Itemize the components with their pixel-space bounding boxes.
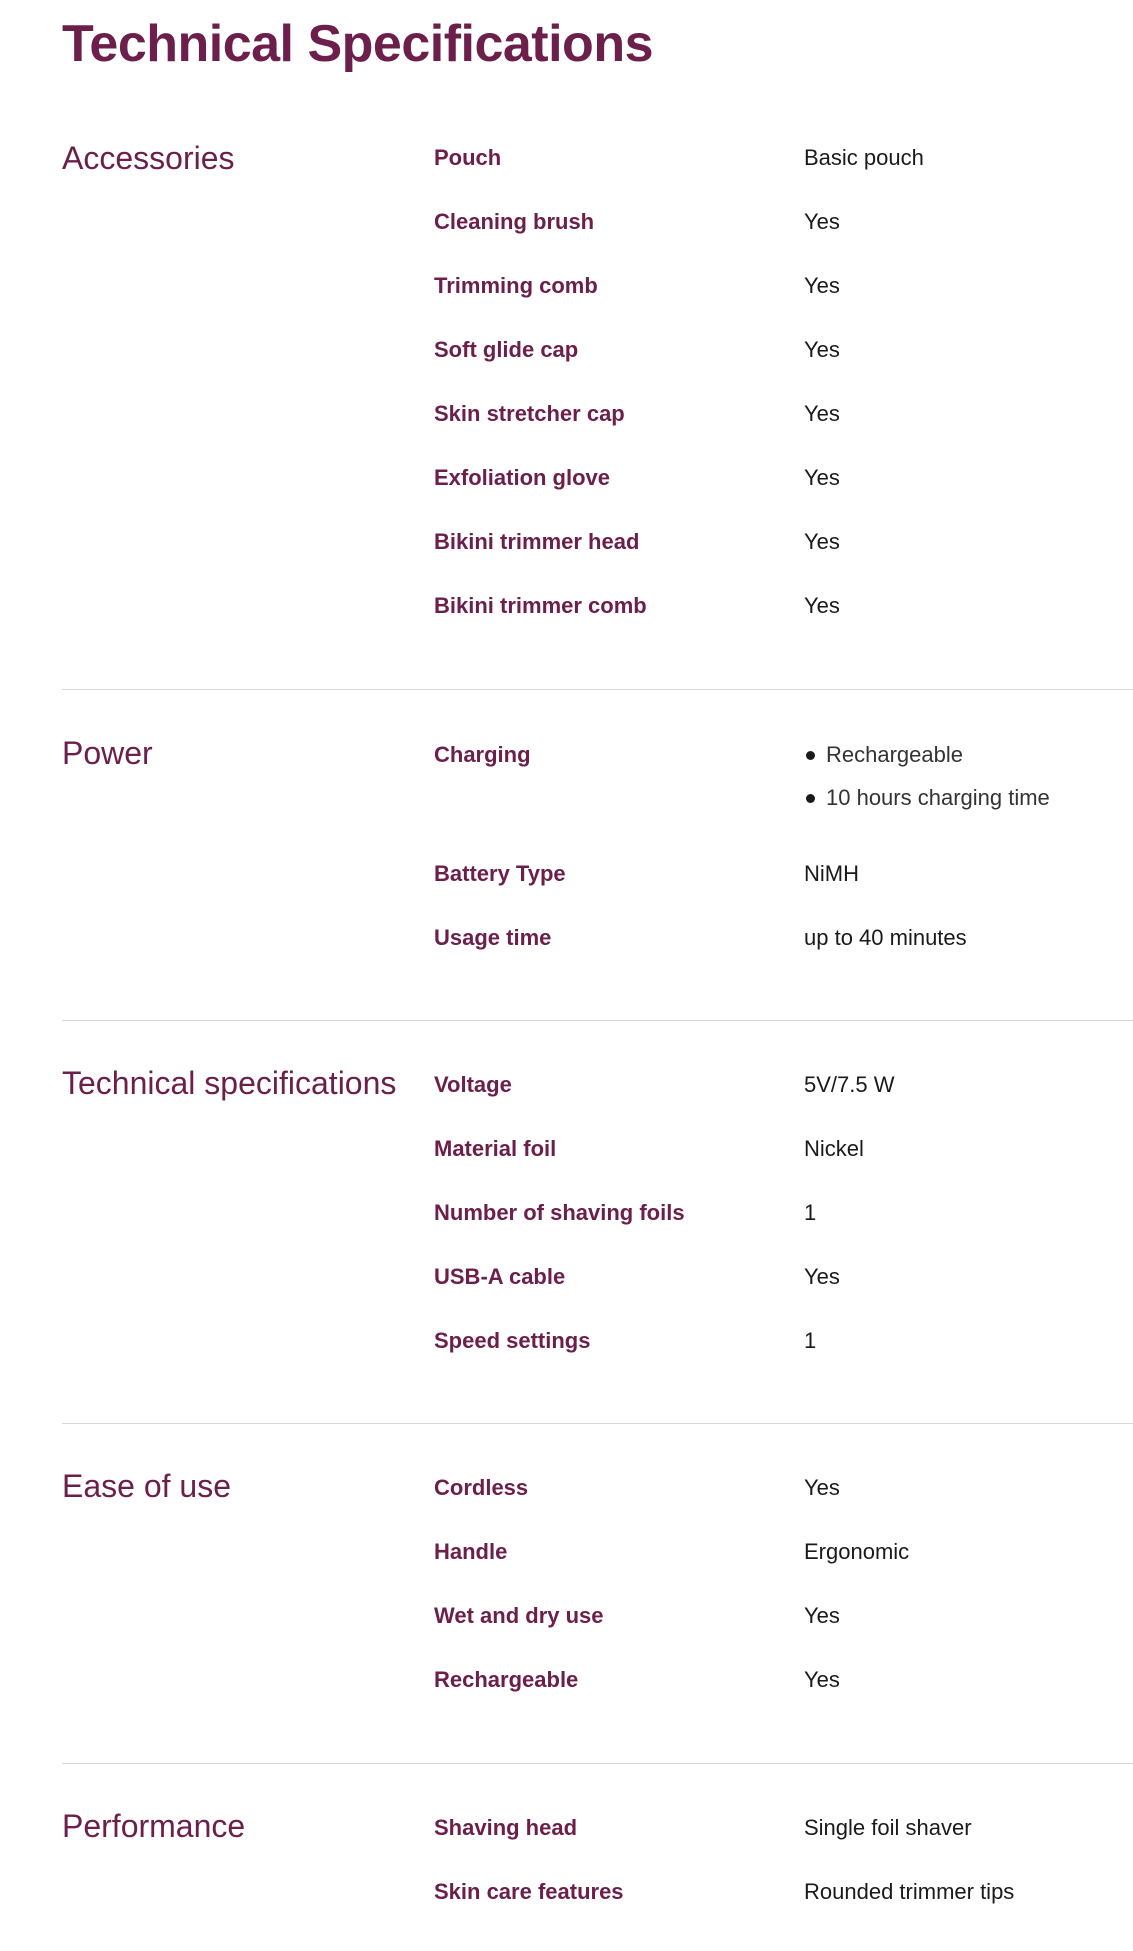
spec-row xyxy=(434,1136,1133,1176)
spec-row xyxy=(434,209,1133,249)
spec-value: Yes xyxy=(804,593,840,618)
spec-row xyxy=(434,273,1133,313)
spec-row xyxy=(434,1072,1133,1112)
spec-row xyxy=(434,1328,1133,1368)
section-divider xyxy=(62,1423,1133,1424)
section-divider xyxy=(62,1763,1133,1764)
spec-value: Yes xyxy=(804,401,840,426)
list-item-text: Rechargeable xyxy=(826,742,963,767)
spec-name: Trimming comb xyxy=(434,273,598,298)
spec-row xyxy=(434,145,1133,185)
spec-name: Skin stretcher cap xyxy=(434,401,625,426)
spec-value: Yes xyxy=(804,209,840,234)
spec-name: Bikini trimmer head xyxy=(434,529,640,554)
spec-row xyxy=(434,1667,1133,1707)
list-item xyxy=(804,785,1050,828)
spec-value: Yes xyxy=(804,1603,840,1628)
spec-name: Exfoliation glove xyxy=(434,465,611,490)
spec-name: Material foil xyxy=(434,1136,557,1161)
spec-value: NiMH xyxy=(804,861,859,886)
spec-name: Voltage xyxy=(434,1072,512,1097)
spec-value: Yes xyxy=(804,1667,840,1692)
spec-row xyxy=(434,465,1133,505)
section-divider xyxy=(62,1020,1133,1021)
spec-name: Cleaning brush xyxy=(434,209,595,234)
spec-value: Yes xyxy=(804,465,840,490)
spec-value: Yes xyxy=(804,337,840,362)
spec-row xyxy=(434,1475,1133,1515)
page-title: Technical Specifications xyxy=(62,15,654,73)
section-divider xyxy=(62,689,1133,690)
spec-value: Yes xyxy=(804,1264,840,1289)
spec-value: 5V/7.5 W xyxy=(804,1072,895,1097)
list-item-text: 10 hours charging time xyxy=(826,785,1050,810)
spec-row xyxy=(434,1539,1133,1579)
spec-row xyxy=(434,742,1133,832)
spec-name: Wet and dry use xyxy=(434,1603,604,1628)
spec-name: Usage time xyxy=(434,925,552,950)
spec-name: Skin care features xyxy=(434,1879,624,1904)
spec-name: Speed settings xyxy=(434,1328,591,1353)
spec-row xyxy=(434,1200,1133,1240)
spec-row xyxy=(434,401,1133,441)
spec-row xyxy=(434,1264,1133,1304)
spec-row xyxy=(434,1815,1133,1855)
section-label: Technical specifications xyxy=(62,1065,397,1101)
spec-row xyxy=(434,925,1133,965)
list-item xyxy=(804,742,1050,785)
spec-name: Pouch xyxy=(434,145,502,170)
spec-value: Yes xyxy=(804,273,840,298)
spec-name: Number of shaving foils xyxy=(434,1200,685,1225)
charging-list xyxy=(804,742,1050,828)
section-label: Accessories xyxy=(62,140,235,176)
spec-name: Shaving head xyxy=(434,1815,578,1840)
spec-name: USB-A cable xyxy=(434,1264,566,1289)
spec-value: Single foil shaver xyxy=(804,1815,972,1840)
spec-row xyxy=(434,337,1133,377)
spec-name: Battery Type xyxy=(434,861,566,886)
section-label: Performance xyxy=(62,1808,246,1844)
spec-value: up to 40 minutes xyxy=(804,925,967,950)
spec-row xyxy=(434,529,1133,569)
spec-value: Ergonomic xyxy=(804,1539,910,1564)
spec-value: Rounded trimmer tips xyxy=(804,1879,1015,1904)
spec-value: Basic pouch xyxy=(804,145,924,170)
spec-value: 1 xyxy=(804,1200,817,1225)
spec-name: Rechargeable xyxy=(434,1667,579,1692)
spec-name: Soft glide cap xyxy=(434,337,579,362)
bullet-icon xyxy=(806,751,815,760)
spec-name: Bikini trimmer comb xyxy=(434,593,647,618)
section-label: Power xyxy=(62,735,153,771)
spec-value: 1 xyxy=(804,1328,817,1353)
spec-row xyxy=(434,1603,1133,1643)
spec-name: Charging xyxy=(434,742,531,767)
spec-row xyxy=(434,861,1133,901)
spec-row xyxy=(434,593,1133,633)
spec-value: Nickel xyxy=(804,1136,864,1161)
section-label: Ease of use xyxy=(62,1468,231,1504)
bullet-icon xyxy=(806,794,815,803)
spec-value: Yes xyxy=(804,529,840,554)
spec-row xyxy=(434,1879,1133,1919)
spec-name: Cordless xyxy=(434,1475,529,1500)
spec-name: Handle xyxy=(434,1539,508,1564)
spec-value: Yes xyxy=(804,1475,840,1500)
